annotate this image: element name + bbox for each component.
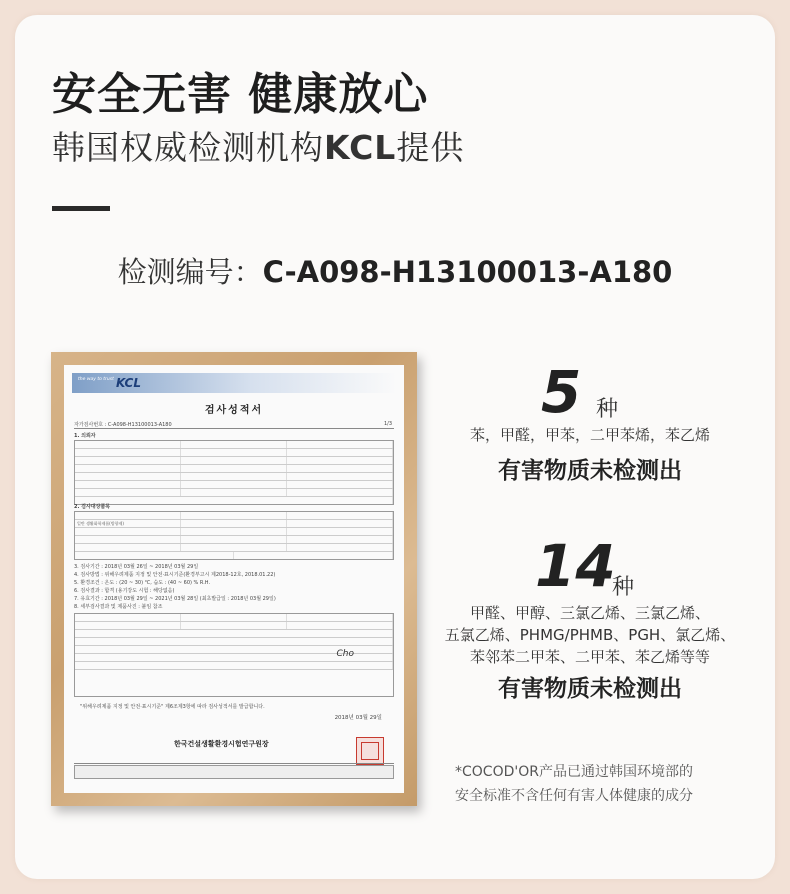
item-name: 일반 생활화학제품(방향제) [75, 520, 181, 527]
item-table [74, 511, 394, 560]
table-row [75, 512, 393, 520]
signature: Cho [336, 649, 354, 659]
table-row [75, 520, 393, 528]
footnote [455, 760, 693, 808]
table-row [75, 457, 393, 465]
applicant-table [74, 440, 394, 505]
stat-1-items: 苯，甲醛，甲苯，二甲苯烯，苯乙烯 [469, 426, 710, 444]
certificate-page: 1/3 [383, 421, 392, 427]
certificate-footer [74, 765, 394, 779]
certificate-section-8: 8. 세부검사결과 및 제품사진 : 붙임 참조 [74, 604, 163, 610]
certificate-date: 2018년 03월 29일 [334, 715, 382, 721]
certificate-period: 3. 검사기간 : 2018년 03월 26일 ~ 2018년 03월 29일 [74, 564, 199, 570]
table-row [75, 662, 393, 670]
certificate-statement: "위해우려제품 지정 및 안전·표시기준" 제6조제3항에 따라 검사성적서를 발급합니다. [80, 704, 265, 710]
stat-1-number: 5 [541, 358, 582, 426]
table-row [75, 441, 393, 449]
certificate-conditions: 5. 환경조건 : 온도 : (20 ~ 30) ℃, 습도 : (40 ~ 60) % R.H. [74, 580, 211, 586]
stat-2-items-line-1: 甲醛、甲醇、三氯乙烯、三氯乙烯、 [469, 604, 710, 622]
certificate-rule [74, 428, 394, 429]
certificate-institute: 한국건설생활환경시험연구원장 [174, 740, 269, 748]
table-row [75, 614, 393, 622]
kcl-logo: KCL [116, 376, 141, 390]
certificate-validity: 7. 유효기간 : 2018년 03월 29일 ~ 2021년 03월 28일 (최초발급일 : 2018년 03월 29일) [74, 596, 276, 602]
stat-2-items-line-3: 苯邻苯二甲苯、二甲苯、苯乙烯等等 [469, 648, 710, 666]
subtitle-brand: KCL [324, 128, 397, 167]
table-row [75, 536, 393, 544]
table-row [75, 544, 393, 552]
table-row [75, 465, 393, 473]
table-row [75, 473, 393, 481]
certificate-section-1: 1. 의뢰자 [74, 433, 96, 439]
test-number-label: 检测编号： [117, 255, 263, 289]
certificate-frame [51, 352, 417, 806]
stat-1-unit: 种 [596, 397, 619, 422]
stat-2-items-line-2: 五氯乙烯、PHMG/PHMB、PGH、氯乙烯、 [444, 626, 736, 644]
title-divider [52, 206, 110, 211]
page-subtitle [52, 122, 464, 169]
certificate-paper [64, 365, 404, 793]
table-row [75, 552, 393, 559]
stat-2-unit: 种 [612, 575, 635, 600]
stat-2-result: 有害物质未检测出 [498, 676, 682, 702]
stat-1-result: 有害物质未检测出 [498, 458, 682, 484]
stat-2-number: 14 [535, 532, 616, 600]
table-row [75, 630, 393, 638]
table-row [75, 481, 393, 489]
page-title: 安全无害 健康放心 [52, 69, 429, 120]
table-row [75, 638, 393, 646]
certificate-title: 검사성적서 [204, 405, 264, 416]
subtitle-suffix: 提供 [396, 128, 465, 167]
table-row [75, 622, 393, 630]
test-number-code: C-A098-H13100013-A180 [262, 255, 673, 289]
table-row [75, 497, 393, 504]
certificate-footer-rule [74, 763, 394, 764]
official-seal [356, 737, 384, 765]
table-row [75, 489, 393, 497]
certificate-reference: 자가검사번호 : C-A098-H13100013-A180 [74, 422, 172, 428]
certificate-verdict: 6. 검사결과 : 합격 (용기강도 시험 : 해당없음) [74, 588, 175, 594]
test-number [0, 250, 790, 291]
kcl-tagline: the way to trust [78, 377, 114, 382]
table-row [75, 528, 393, 536]
table-row [75, 449, 393, 457]
certificate-method: 4. 검사방법 : 위해우려제품 지정 및 안전·표시기준(환경부고시 제2018-12호, 2018.01.22) [74, 572, 276, 578]
certificate-section-2: 2. 검사대상품목 [74, 504, 111, 510]
footnote-line-1: *COCOD'OR产品已通过韩国环境部的 [455, 764, 693, 780]
subtitle-prefix: 韩国权威检测机构 [52, 128, 324, 167]
footnote-line-2: 安全标准不含任何有害人体健康的成分 [455, 788, 693, 804]
